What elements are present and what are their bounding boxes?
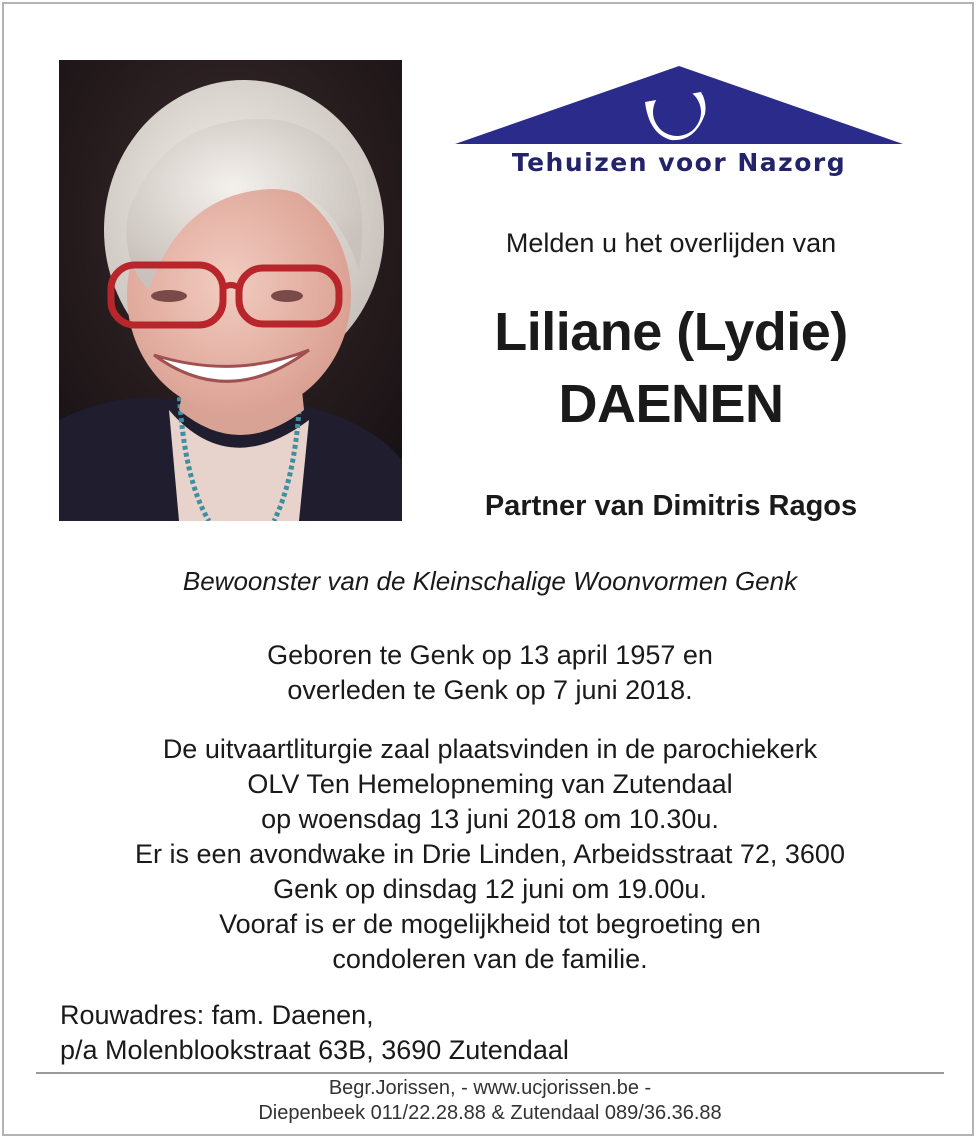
ceremony-line: Er is een avondwake in Drie Linden, Arbeidsstraat 72, 3600 <box>135 839 845 869</box>
logo-text: Tehuizen voor Nazorg <box>511 148 847 177</box>
ceremony-line: op woensdag 13 juni 2018 om 10.30u. <box>261 804 719 834</box>
deceased-name <box>440 296 902 440</box>
portrait-photo <box>59 60 402 521</box>
birth-line: Geboren te Genk op 13 april 1957 en <box>267 640 713 670</box>
ceremony-line: Vooraf is er de mogelijkheid tot begroeting en <box>219 909 761 939</box>
birth-death-dates <box>40 638 940 708</box>
logo <box>455 62 903 187</box>
ceremony-details <box>40 732 940 977</box>
roof-logo-icon <box>455 62 903 152</box>
footer-line: Begr.Jorissen, - www.ucjorissen.be - <box>328 1077 652 1099</box>
address-line: p/a Molenblookstraat 63B, 3690 Zutendaal <box>60 1035 569 1065</box>
last-name: DAENEN <box>558 374 784 434</box>
ceremony-line: Genk op dinsdag 12 juni om 19.00u. <box>273 874 707 904</box>
ceremony-line: OLV Ten Hemelopneming van Zutendaal <box>247 769 733 799</box>
ceremony-line: condoleren van de familie. <box>332 944 648 974</box>
residence-text: Bewoonster van de Kleinschalige Woonvormen Genk <box>182 566 798 596</box>
partner-text: Partner van Dimitris Ragos <box>484 490 858 522</box>
footer-line: Diepenbeek 011/22.28.88 & Zutendaal 089/36.36.88 <box>258 1102 722 1124</box>
death-line: overleden te Genk op 7 juni 2018. <box>287 675 693 705</box>
ceremony-line: De uitvaartliturgie zaal plaatsvinden in de parochiekerk <box>162 734 818 764</box>
first-name: Liliane (Lydie) <box>494 302 848 362</box>
address-line: Rouwadres: fam. Daenen, <box>60 1000 374 1030</box>
mourning-address <box>60 998 860 1068</box>
intro-text: Melden u het overlijden van <box>505 228 837 258</box>
footer-divider <box>36 1072 944 1074</box>
funeral-home-footer <box>40 1076 940 1126</box>
